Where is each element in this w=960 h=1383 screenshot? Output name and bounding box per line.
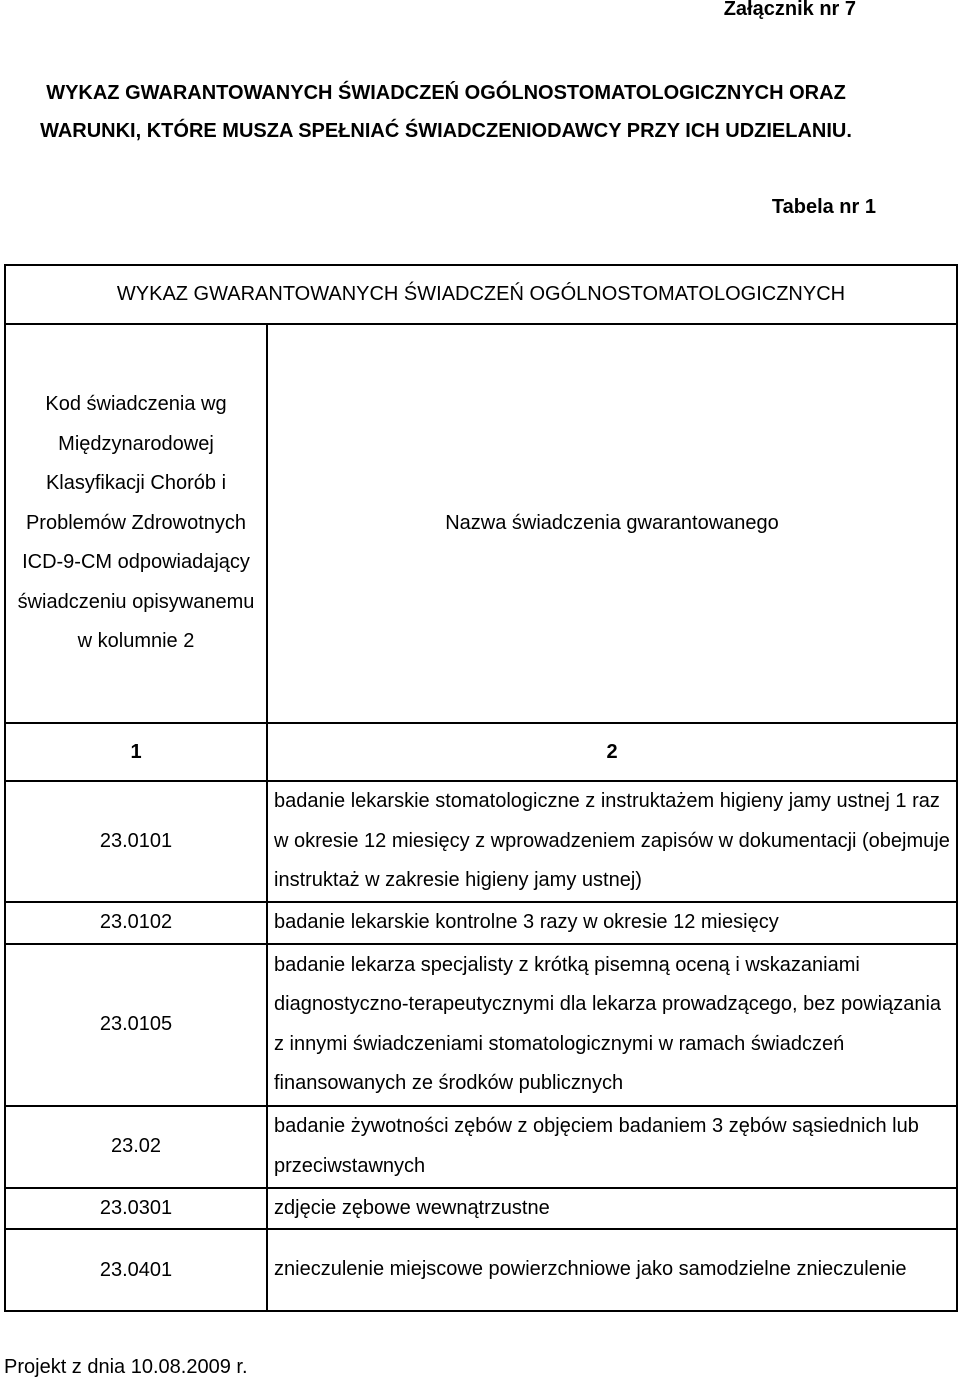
header-name-cell: Nazwa świadczenia gwarantowanego xyxy=(267,324,957,723)
service-name: badanie lekarza specjalisty z krótką pisemną oceną i wskazaniami diagnostyczno-terapeutycznymi dla lekarza prowadzącego, bez powiązania z innymi świadczeniami stomatologicznymi w ramach świadczeń finansowanych ze środków publicznych xyxy=(267,944,957,1106)
table-row xyxy=(5,781,957,902)
column-number-2: 2 xyxy=(267,723,957,781)
column-number-row xyxy=(5,723,957,781)
annex-label: Załącznik nr 7 xyxy=(723,0,856,20)
table-row xyxy=(5,1188,957,1230)
service-code: 23.02 xyxy=(5,1106,267,1188)
service-name: zdjęcie zębowe wewnątrzustne xyxy=(267,1188,957,1230)
service-name: badanie lekarskie stomatologiczne z instruktażem higieny jamy ustnej 1 raz w okresie 12 miesięcy z wprowadzeniem zapisów w dokumentacji (obejmuje instruktaż w zakresie higieny jamy ustnej) xyxy=(267,781,957,902)
footer-note: Projekt z dnia 10.08.2009 r. xyxy=(4,1356,248,1378)
header-code-text: Kod świadczenia wg Międzynarodowej Klasyfikacji Chorób i Problemów Zdrowotnych ICD-9-CM odpowiadający świadczeniu opisywanemu w kolumnie 2 xyxy=(17,393,255,653)
document-title: WYKAZ GWARANTOWANYCH ŚWIADCZEŃ OGÓLNOSTOMATOLOGICZNYCH ORAZ WARUNKI, KTÓRE MUSZA SPEŁNIAĆ ŚWIADCZENIODAWCY PRZY ICH UDZIELANIU. xyxy=(40,82,852,142)
services-table xyxy=(4,264,958,1312)
service-name: badanie żywotności zębów z objęciem badaniem 3 zębów sąsiednich lub przeciwstawnych xyxy=(267,1106,957,1188)
header-code-cell xyxy=(5,324,267,723)
table-row xyxy=(5,1106,957,1188)
table-number: Tabela nr 1 xyxy=(771,196,876,218)
service-code: 23.0105 xyxy=(5,944,267,1106)
table-title-row xyxy=(5,265,957,324)
service-code: 23.0301 xyxy=(5,1188,267,1230)
table-row xyxy=(5,902,957,944)
service-code: 23.0401 xyxy=(5,1229,267,1311)
service-code: 23.0101 xyxy=(5,781,267,902)
service-code: 23.0102 xyxy=(5,902,267,944)
table-header-row xyxy=(5,324,957,723)
table-row xyxy=(5,1229,957,1311)
table-title: WYKAZ GWARANTOWANYCH ŚWIADCZEŃ OGÓLNOSTOMATOLOGICZNYCH xyxy=(5,265,957,324)
table-row xyxy=(5,944,957,1106)
service-name: badanie lekarskie kontrolne 3 razy w okresie 12 miesięcy xyxy=(267,902,957,944)
column-number-1: 1 xyxy=(5,723,267,781)
service-name: znieczulenie miejscowe powierzchniowe jako samodzielne znieczulenie xyxy=(267,1229,957,1311)
